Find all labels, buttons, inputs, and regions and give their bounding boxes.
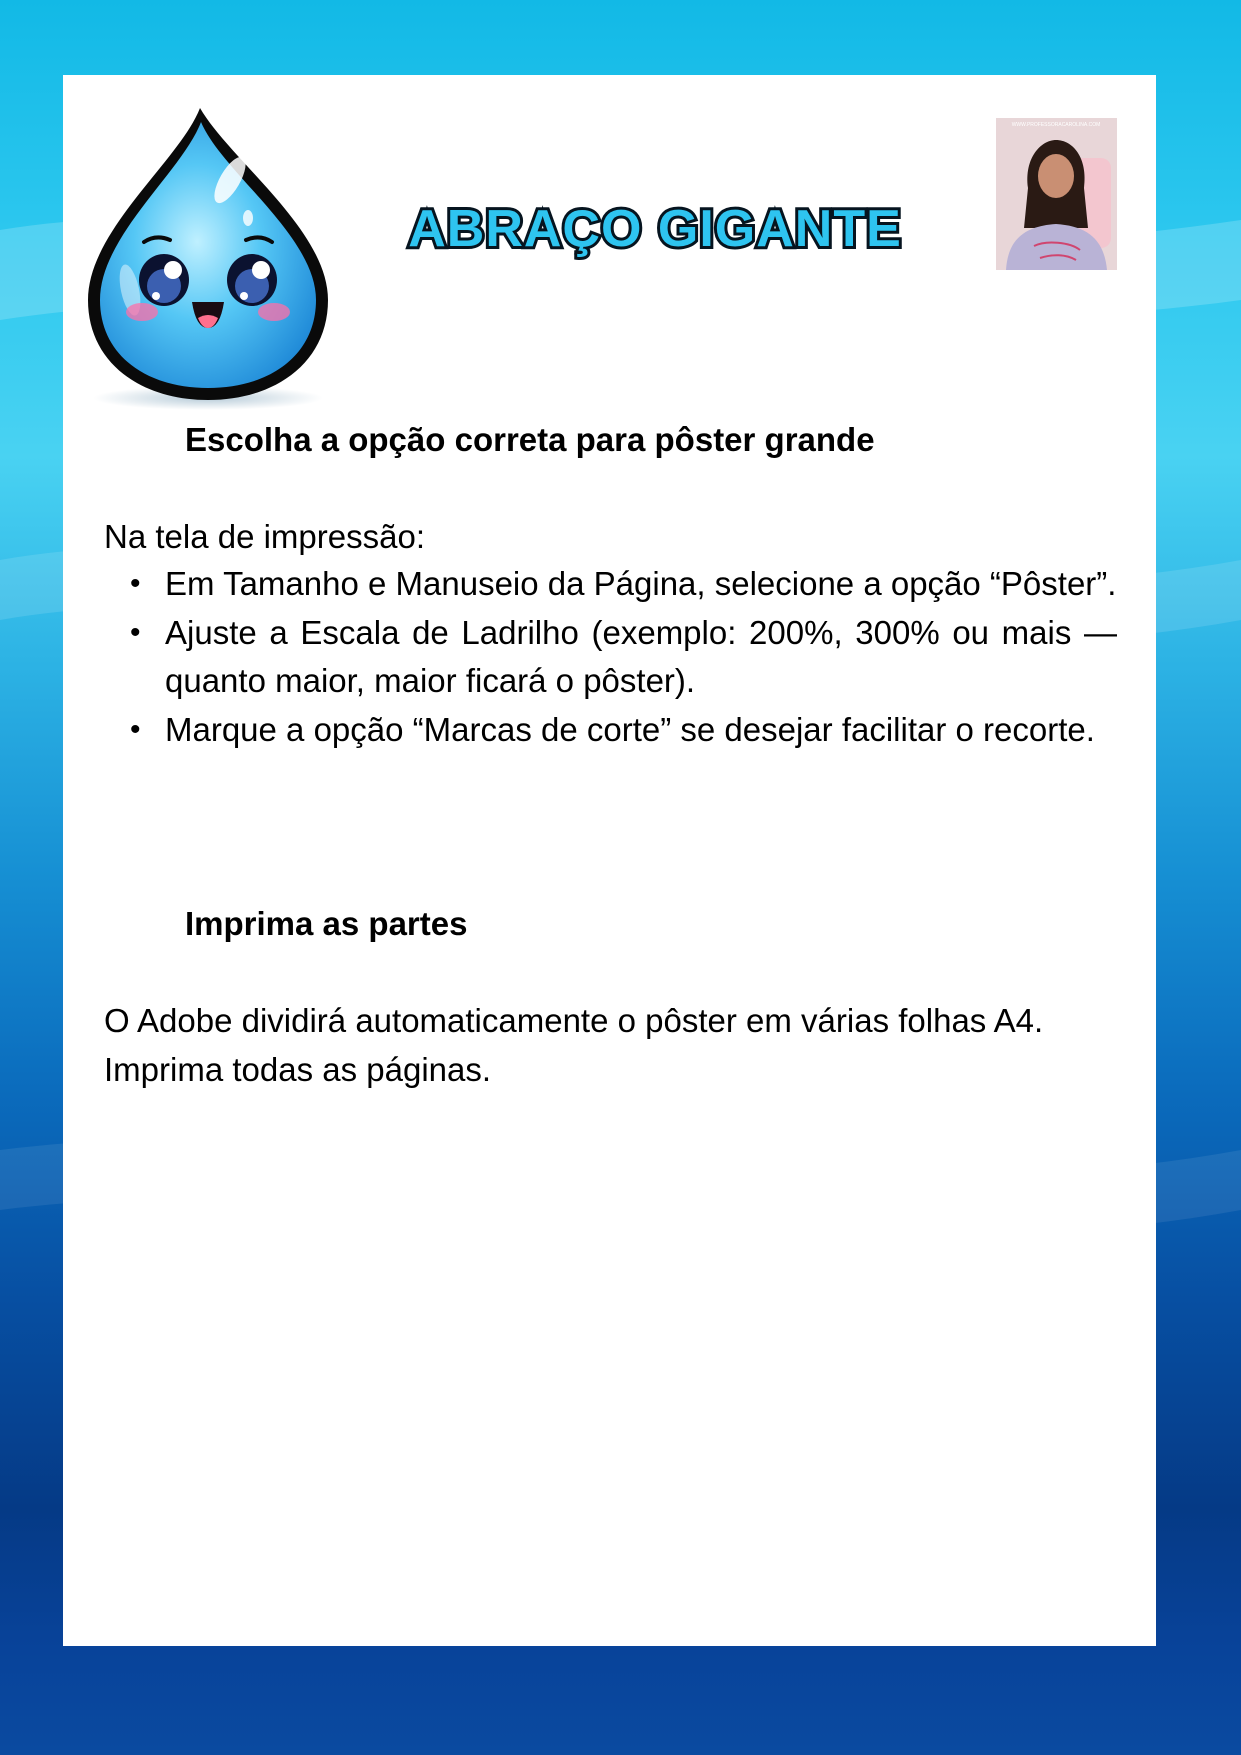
- photo-caption: WWW.PROFESSORACAROLINA.COM: [1011, 122, 1101, 128]
- print-instructions-text: O Adobe dividirá automaticamente o pôster em várias folhas A4. Imprima todas as páginas.: [104, 1002, 1044, 1088]
- water-drop-mascot-icon: [80, 100, 336, 410]
- author-photo: [996, 118, 1117, 270]
- page-title: [380, 196, 930, 266]
- section-heading-print-parts: Imprima as partes: [185, 905, 468, 942]
- instruction-list: [104, 560, 1117, 754]
- list-item: • Em Tamanho e Manuseio da Página, selecione a opção “Pôster”.: [104, 560, 1117, 609]
- list-item: • Marque a opção “Marcas de corte” se desejar facilitar o recorte.: [104, 706, 1117, 755]
- list-item: • Ajuste a Escala de Ladrilho (exemplo: 200%, 300% ou mais — quanto maior, maior ficará o pôster).: [104, 609, 1117, 706]
- section-heading-poster-option: Escolha a opção correta para pôster grande: [185, 421, 875, 458]
- intro-text: Na tela de impressão:: [104, 518, 425, 555]
- bullet-dot-icon: •: [130, 567, 141, 600]
- bullet-dot-icon: •: [130, 615, 141, 649]
- svg-text:ABRAÇO GIGANTE: ABRAÇO GIGANTE: [408, 200, 902, 258]
- bullet-dot-icon: •: [130, 712, 141, 746]
